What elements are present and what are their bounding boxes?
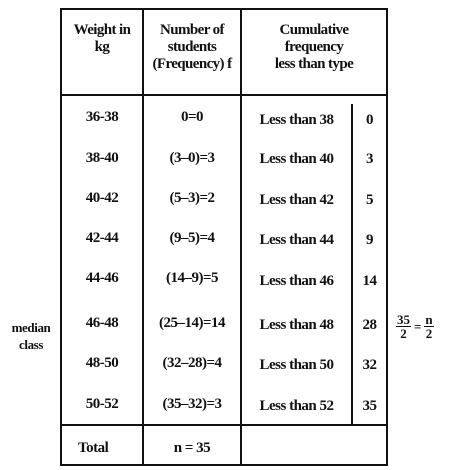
cumulative-value-cell: 14 — [362, 273, 377, 289]
cumulative-label-cell: Less than 46 — [259, 273, 334, 289]
cumulative-value-cell: 28 — [362, 317, 377, 333]
cumulative-label-cell: Less than 38 — [259, 112, 334, 128]
total-divider — [60, 424, 388, 426]
weight-cell: 42-44 — [85, 230, 119, 246]
cumulative-label-cell: Less than 42 — [259, 192, 334, 208]
fraction-left-denominator: 2 — [400, 326, 407, 341]
frequency-cell: (5–3)=2 — [169, 190, 215, 206]
frequency-cell: 0=0 — [180, 109, 204, 125]
weight-cell: 40-42 — [85, 190, 119, 206]
cumulative-value-cell: 3 — [366, 151, 373, 167]
median-class-label: median class — [11, 320, 51, 352]
cumulative-value-cell: 9 — [366, 232, 373, 248]
fraction-right — [424, 313, 433, 340]
cumulative-value-cell: 32 — [362, 357, 377, 373]
fraction-left — [396, 313, 411, 340]
cumulative-label-cell: Less than 44 — [259, 232, 334, 248]
cumulative-value-cell: 0 — [366, 112, 373, 128]
weight-cell: 50-52 — [85, 396, 119, 412]
header-frequency: Number of students (Frequency) f — [152, 22, 232, 72]
table-border-top — [60, 8, 388, 10]
header-weight: Weight in kg — [73, 22, 131, 55]
frequency-cell: (25–14)=14 — [158, 315, 226, 331]
weight-cell: 46-48 — [85, 315, 119, 331]
total-label: Total — [78, 440, 109, 456]
weight-cell: 38-40 — [85, 150, 119, 166]
weight-cell: 44-46 — [85, 270, 119, 286]
weight-cell: 48-50 — [85, 355, 119, 371]
fraction-right-denominator: 2 — [425, 326, 433, 341]
frequency-table — [60, 8, 388, 466]
total-value: n = 35 — [173, 440, 211, 456]
table-border-bottom — [60, 464, 388, 466]
median-position-formula — [396, 313, 434, 340]
weight-cell: 36-38 — [85, 109, 119, 125]
cumulative-label-cell: Less than 50 — [259, 357, 334, 373]
cumulative-value-cell: 35 — [362, 398, 377, 414]
frequency-cell: (3–0)=3 — [169, 150, 215, 166]
equals-sign: = — [414, 318, 422, 334]
cumulative-label-cell: Less than 40 — [259, 151, 334, 167]
cumulative-label-cell: Less than 52 — [259, 398, 334, 414]
fraction-left-numerator: 35 — [397, 312, 410, 327]
frequency-cell: (35–32)=3 — [162, 396, 222, 412]
fraction-right-numerator: n — [425, 312, 433, 327]
frequency-cell: (9–5)=4 — [169, 230, 215, 246]
header-divider — [60, 94, 388, 96]
cumulative-label-cell: Less than 48 — [259, 317, 334, 333]
frequency-cell: (32–28)=4 — [162, 355, 222, 371]
table-border-right — [386, 8, 388, 466]
frequency-cell: (14–9)=5 — [165, 270, 219, 286]
cumulative-value-cell: 5 — [366, 192, 373, 208]
header-cumulative: Cumulative frequency less than type — [274, 22, 354, 72]
